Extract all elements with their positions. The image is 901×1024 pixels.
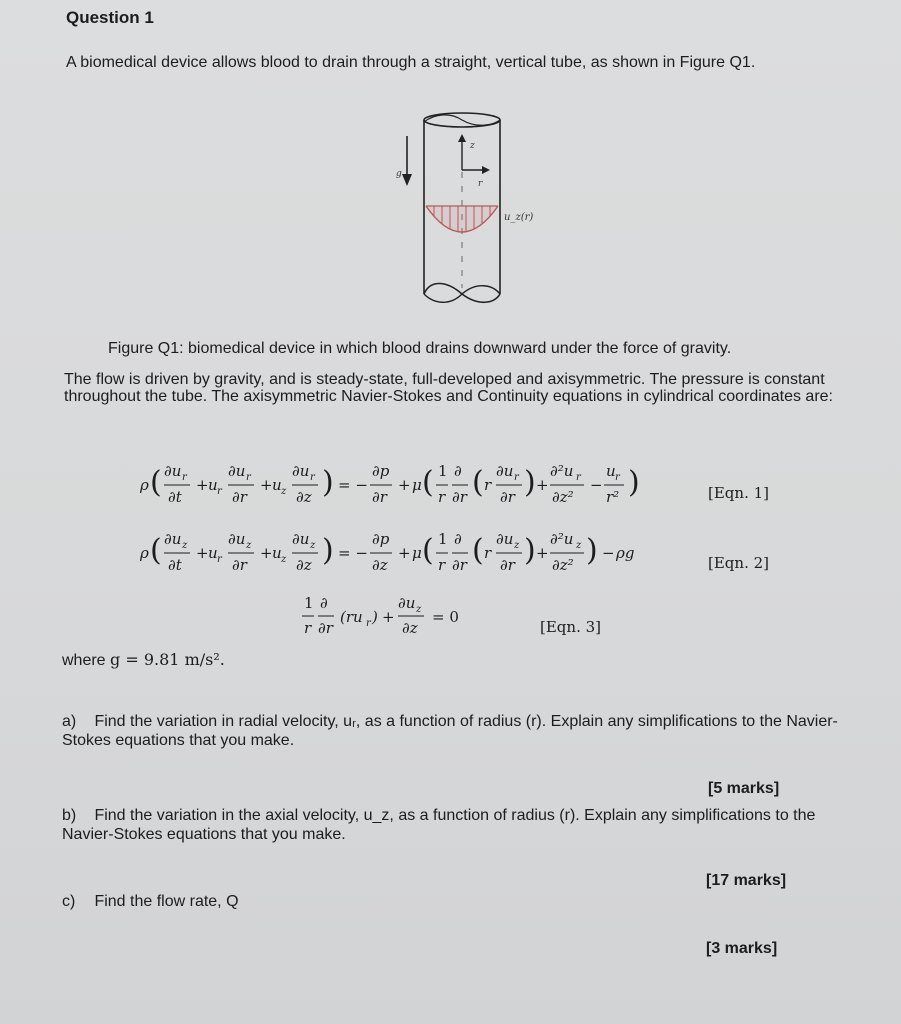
- svg-text:z: z: [246, 540, 252, 551]
- svg-text:): ): [524, 465, 536, 500]
- problem-description: The flow is driven by gravity, and is steady-state, full-developed and axisymmetric. The pressure is constant throughout the tube. The axisymmetric Navier-Stokes and Continuity equations in cylindrical coordinates are:: [64, 371, 833, 405]
- part-a: [62, 712, 862, 750]
- svg-text:r: r: [304, 619, 312, 637]
- eqn-1-label: [Eqn. 1]: [708, 484, 769, 502]
- svg-text:(: (: [422, 465, 434, 500]
- equation-3: [300, 590, 500, 642]
- part-b: [62, 806, 862, 844]
- svg-text:(: (: [472, 533, 484, 568]
- svg-text:r: r: [182, 472, 187, 483]
- svg-text:∂u: ∂u: [164, 462, 182, 480]
- svg-text:(: (: [150, 465, 162, 500]
- tube-bottom-curve-2: [424, 286, 500, 303]
- svg-text:+: +: [382, 608, 395, 626]
- figure-q1: [390, 108, 540, 308]
- svg-text:r: r: [576, 472, 581, 483]
- part-a-text: Find the variation in radial velocity, uᵣ, as a function of radius (r). Explain any simplifications to the Navier-Stokes equations that you make.: [62, 713, 838, 749]
- where-prefix: where: [62, 652, 106, 669]
- svg-text:∂z: ∂z: [296, 488, 312, 506]
- svg-text:r: r: [438, 556, 446, 574]
- svg-text:z: z: [310, 540, 316, 551]
- part-b-marks: [17 marks]: [706, 872, 787, 889]
- svg-text:ρ: ρ: [140, 476, 149, 494]
- svg-text:∂²u: ∂²u: [550, 530, 574, 548]
- svg-text:(: (: [150, 533, 162, 568]
- svg-text:∂: ∂: [454, 462, 462, 480]
- svg-text:+: +: [260, 476, 273, 494]
- figure-caption: Figure Q1: biomedical device in which blood drains downward under the force of gravity.: [108, 340, 732, 357]
- svg-text:z: z: [514, 540, 520, 551]
- svg-text:r: r: [484, 476, 492, 494]
- svg-text:(ru: (ru: [340, 608, 363, 626]
- svg-text:∂z²: ∂z²: [552, 488, 574, 506]
- svg-text:∂u: ∂u: [228, 462, 246, 480]
- svg-text:+: +: [196, 544, 209, 562]
- svg-text:μ: μ: [412, 544, 422, 562]
- part-a-marks: [5 marks]: [708, 780, 780, 797]
- svg-text:): ): [586, 533, 598, 568]
- svg-text:z: z: [576, 540, 582, 551]
- svg-text:∂u: ∂u: [292, 462, 310, 480]
- uz-label: u_z(r): [504, 212, 534, 223]
- svg-text:+: +: [536, 544, 549, 562]
- svg-text:r: r: [217, 486, 222, 497]
- part-c-label: c): [62, 893, 76, 910]
- svg-text:r: r: [514, 472, 519, 483]
- svg-text:= −: = −: [338, 544, 368, 562]
- svg-text:): ): [628, 465, 640, 500]
- r-label: r: [478, 179, 483, 189]
- svg-text:ρ: ρ: [140, 544, 149, 562]
- z-label: z: [470, 141, 475, 151]
- svg-text:−: −: [590, 476, 603, 494]
- svg-text:r: r: [310, 472, 315, 483]
- svg-text:): ): [524, 533, 536, 568]
- question-title: Question 1: [66, 8, 154, 27]
- equation-2: [140, 520, 680, 582]
- svg-text:∂r: ∂r: [452, 488, 467, 506]
- svg-text:r: r: [484, 544, 492, 562]
- question-intro: A biomedical device allows blood to drain through a straight, vertical tube, as shown in Figure Q1.: [66, 54, 756, 71]
- svg-text:∂z: ∂z: [296, 556, 312, 574]
- svg-text:r: r: [246, 472, 251, 483]
- svg-text:z: z: [281, 486, 287, 497]
- svg-text:∂t: ∂t: [168, 556, 182, 574]
- part-b-label: b): [62, 807, 77, 824]
- svg-text:u: u: [606, 462, 616, 480]
- part-c: [62, 892, 862, 911]
- svg-text:= −: = −: [338, 476, 368, 494]
- svg-text:1: 1: [438, 530, 448, 548]
- svg-text:r: r: [615, 472, 620, 483]
- svg-text:−: −: [602, 544, 615, 562]
- svg-text:∂r: ∂r: [232, 556, 247, 574]
- svg-text:∂r: ∂r: [500, 556, 515, 574]
- svg-text:μ: μ: [412, 476, 422, 494]
- g-label: g: [396, 169, 402, 179]
- svg-text:∂u: ∂u: [292, 530, 310, 548]
- svg-text:+: +: [536, 476, 549, 494]
- svg-text:u: u: [272, 544, 282, 562]
- eqn-2-label: [Eqn. 2]: [708, 554, 769, 572]
- svg-text:∂u: ∂u: [228, 530, 246, 548]
- gravity-value: g = 9.81 m/s².: [110, 650, 225, 669]
- svg-text:∂p: ∂p: [372, 530, 390, 548]
- svg-text:∂u: ∂u: [164, 530, 182, 548]
- svg-text:∂z: ∂z: [402, 619, 418, 637]
- r-axis-head: [482, 166, 490, 174]
- svg-text:u: u: [208, 476, 218, 494]
- svg-text:∂t: ∂t: [168, 488, 182, 506]
- svg-text:r: r: [366, 618, 371, 629]
- svg-text:ρg: ρg: [616, 544, 635, 562]
- svg-text:∂r: ∂r: [372, 488, 387, 506]
- svg-text:): ): [322, 465, 334, 500]
- svg-text:∂u: ∂u: [496, 530, 514, 548]
- svg-text:∂p: ∂p: [372, 462, 390, 480]
- svg-text:∂u: ∂u: [398, 594, 416, 612]
- svg-text:r: r: [217, 554, 222, 565]
- svg-text:(: (: [422, 533, 434, 568]
- svg-text:∂r: ∂r: [500, 488, 515, 506]
- svg-text:1: 1: [438, 462, 448, 480]
- tube-top-wave: [424, 115, 500, 125]
- part-c-text: Find the flow rate, Q: [94, 893, 239, 910]
- eqn-3-label: [Eqn. 3]: [540, 618, 601, 636]
- equation-1: [140, 452, 680, 514]
- svg-text:∂u: ∂u: [496, 462, 514, 480]
- svg-text:1: 1: [304, 594, 314, 612]
- svg-text:): ): [372, 608, 378, 626]
- svg-text:+: +: [260, 544, 273, 562]
- svg-text:∂r: ∂r: [318, 619, 333, 637]
- svg-text:+: +: [196, 476, 209, 494]
- z-axis-head: [458, 134, 466, 142]
- svg-text:∂: ∂: [320, 594, 328, 612]
- svg-text:r: r: [438, 488, 446, 506]
- gravity-arrowhead: [402, 174, 412, 186]
- svg-text:): ): [322, 533, 334, 568]
- svg-text:∂²u: ∂²u: [550, 462, 574, 480]
- svg-text:∂r: ∂r: [232, 488, 247, 506]
- svg-text:∂z: ∂z: [372, 556, 388, 574]
- svg-text:∂z²: ∂z²: [552, 556, 574, 574]
- svg-text:+: +: [398, 544, 411, 562]
- svg-text:r²: r²: [606, 488, 620, 506]
- svg-text:u: u: [272, 476, 282, 494]
- part-b-text: Find the variation in the axial velocity, u_z, as a function of radius (r). Explain any simplifications to the Navier-Stokes equations that you make.: [62, 807, 816, 843]
- part-a-label: a): [62, 713, 77, 730]
- svg-text:(: (: [472, 465, 484, 500]
- where-clause: [62, 650, 225, 670]
- svg-text:u: u: [208, 544, 218, 562]
- svg-text:z: z: [182, 540, 188, 551]
- svg-text:∂: ∂: [454, 530, 462, 548]
- svg-text:z: z: [281, 554, 287, 565]
- svg-text:+: +: [398, 476, 411, 494]
- svg-text:z: z: [416, 604, 422, 615]
- svg-text:∂r: ∂r: [452, 556, 467, 574]
- parabolic-profile: [426, 206, 498, 232]
- part-c-marks: [3 marks]: [706, 940, 778, 957]
- svg-text:= 0: = 0: [432, 608, 459, 626]
